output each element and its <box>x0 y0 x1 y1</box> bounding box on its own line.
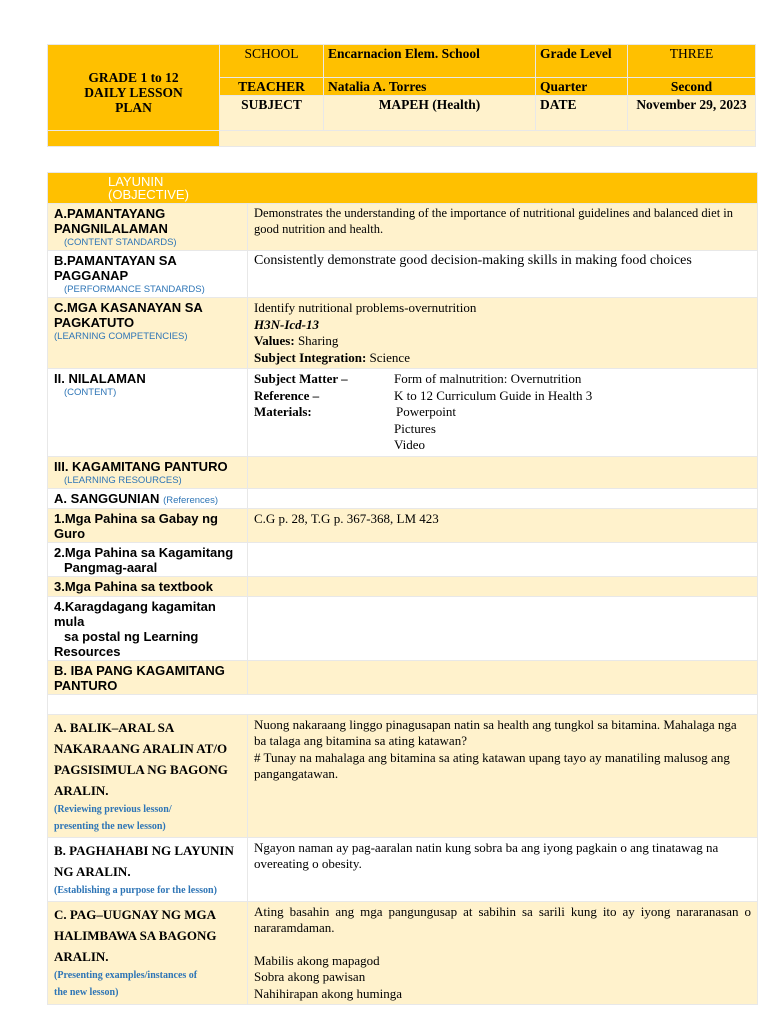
row-review <box>48 714 758 837</box>
quarter-label: Quarter <box>536 78 628 96</box>
teacher-guide-value: C.G p. 28, T.G p. 367-368, LM 423 <box>248 508 758 542</box>
review-value: Nuong nakaraang linggo pinagusapan natin sa health ang tungkol sa bitamina. Mahalaga nga ba talaga ang bitamina sa ating katawan? # Tunay na mahalaga ang bitamina sa ating katawan upang tayo ay manatiling malusog ang pangangatawan. <box>248 714 758 837</box>
row-spacer <box>48 694 758 714</box>
row-other <box>48 660 758 694</box>
content-label: II. NILALAMAN (CONTENT) <box>48 369 248 457</box>
content-standards-label: A.PAMANTAYANG PANGNILALAMAN (CONTENT STANDARDS) <box>48 204 248 251</box>
resources-label: III. KAGAMITANG PANTURO (LEARNING RESOURCES) <box>48 456 248 488</box>
examples-value: Ating basahin ang mga pangungusap at sabihin sa sarili kung ito ay iyong nararanasan o nararamdaman. Mabilis akong mapagod Sobra akong pawisan Nahihirapan akong huminga <box>248 901 758 1005</box>
purpose-label: B. PAGHAHABI NG LAYUNIN NG ARALIN. (Establishing a purpose for the lesson) <box>48 837 248 901</box>
lesson-table <box>47 172 758 1005</box>
header-spacer-right <box>220 131 756 147</box>
row-competencies <box>48 298 758 369</box>
plan-title: GRADE 1 to 12 DAILY LESSON PLAN <box>48 45 220 131</box>
row-references <box>48 488 758 508</box>
header-table <box>47 44 756 147</box>
date-label: DATE <box>536 96 628 131</box>
row-learner-materials <box>48 542 758 576</box>
row-performance-standards <box>48 251 758 298</box>
row-teacher-guide <box>48 508 758 542</box>
competencies-label: C.MGA KASANAYAN SA PAGKATUTO (LEARNING COMPETENCIES) <box>48 298 248 369</box>
content-standards-value: Demonstrates the understanding of the importance of nutritional guidelines and balanced diet in good nutrition and health. <box>248 204 758 251</box>
school-label: SCHOOL <box>220 45 324 78</box>
header-spacer-left <box>48 131 220 147</box>
other-label: B. IBA PANG KAGAMITANG PANTURO <box>48 660 248 694</box>
example-item: Sobra akong pawisan <box>254 969 366 984</box>
quarter-value: Second <box>628 78 756 96</box>
row-resources <box>48 456 758 488</box>
teacher-value: Natalia A. Torres <box>324 78 536 96</box>
row-content <box>48 369 758 457</box>
additional-label: 4.Karagdagang kagamitan mula sa postal ng Learning Resources <box>48 596 248 660</box>
references-label: A. SANGGUNIAN (References) <box>48 488 248 508</box>
review-label: A. BALIK–ARAL SA NAKARAANG ARALIN AT/O PAGSISIMULA NG BAGONG ARALIN. (Reviewing previous lesson/ presenting the new lesson) <box>48 714 248 837</box>
date-value: November 29, 2023 <box>628 96 756 131</box>
competency-code: H3N-Icd-13 <box>254 316 319 332</box>
subject-label: SUBJECT <box>220 96 324 131</box>
row-textbook <box>48 576 758 596</box>
performance-standards-label: B.PAMANTAYAN SA PAGGANAP (PERFORMANCE STANDARDS) <box>48 251 248 298</box>
performance-standards-value: Consistently demonstrate good decision-making skills in making food choices <box>248 251 758 298</box>
example-item: Mabilis akong mapagod <box>254 952 380 968</box>
content-value: Subject Matter – Form of malnutrition: Overnutrition Reference – K to 12 Curriculum Guide in Health 3 Materials: Powerpoint Pictures Video <box>248 369 758 457</box>
grade-label: Grade Level <box>536 45 628 78</box>
purpose-value: Ngayon naman ay pag-aaralan natin kung sobra ba ang iyong pagkain o ang tinatawag na overeating o obesity. <box>248 837 758 901</box>
example-item: Nahihirapan akong huminga <box>254 985 403 1001</box>
learner-materials-label: 2.Mga Pahina sa Kagamitang Pangmag-aaral <box>48 542 248 576</box>
row-additional <box>48 596 758 660</box>
teacher-guide-label: 1.Mga Pahina sa Gabay ng Guro <box>48 508 248 542</box>
objective-header: LAYUNIN (OBJECTIVE) <box>48 173 758 204</box>
row-purpose <box>48 837 758 901</box>
row-examples <box>48 901 758 1005</box>
school-value: Encarnacion Elem. School <box>324 45 536 78</box>
row-content-standards <box>48 204 758 251</box>
competencies-value: Identify nutritional problems-overnutrition H3N-Icd-13 Values: Sharing Subject Integration: Science <box>248 298 758 369</box>
subject-value: MAPEH (Health) <box>324 96 536 131</box>
examples-label: C. PAG–UUGNAY NG MGA HALIMBAWA SA BAGONG ARALIN. (Presenting examples/instances of the new lesson) <box>48 901 248 1005</box>
textbook-label: 3.Mga Pahina sa textbook <box>48 576 248 596</box>
grade-value: THREE <box>628 45 756 78</box>
teacher-label: TEACHER <box>220 78 324 96</box>
